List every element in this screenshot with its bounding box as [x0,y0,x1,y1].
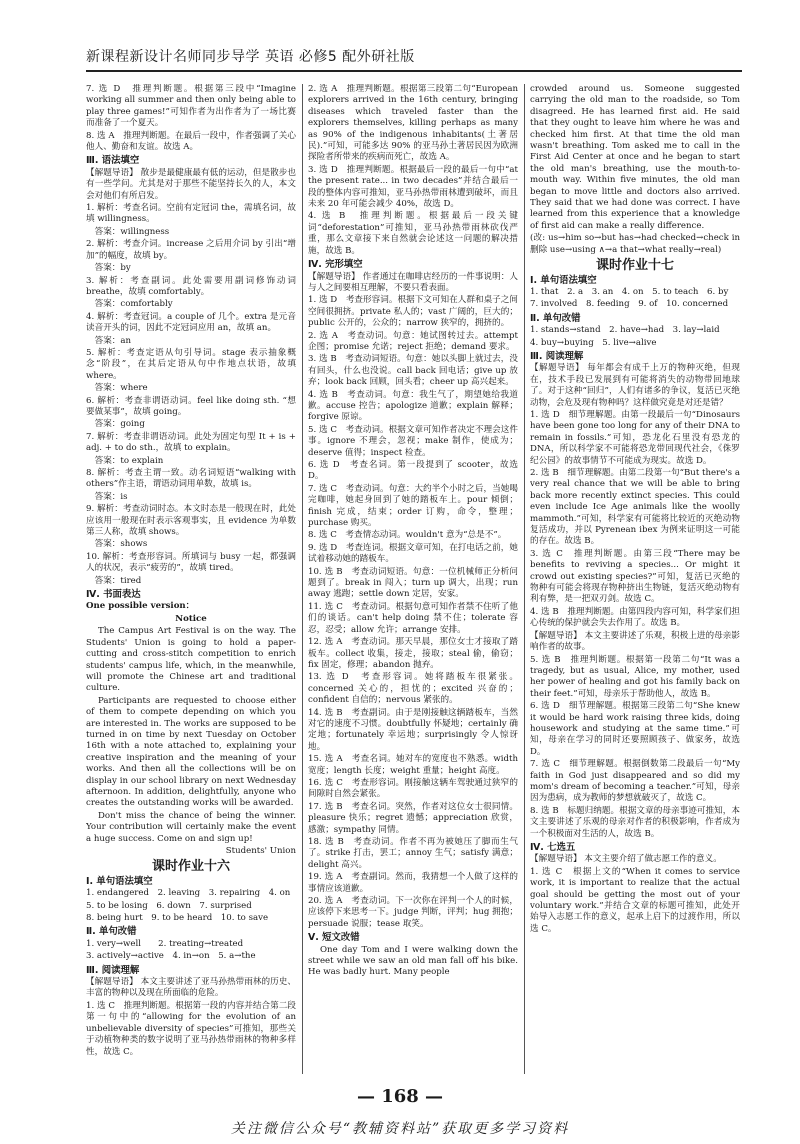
answer-line: 3. 选 B 考查动词短语。句意：她以头脚上就过去，没有回头，什么也没说。call back 回电话；give up 放弃；look back 回顾，回头看；cheer up 高兴起来。 [308,354,518,388]
essay-paragraph: One day Tom and I were walking down the street while we saw an old man fall off his bike. He was badly hurt. Many people [308,944,518,978]
answer-line: 【解题导语】 本文主要讲述了亚马孙热带雨林的历史、丰富的物种以及现在所面临的危险。 [86,977,296,999]
answer-line: 1. endangered 2. leaving 3. repairing 4. on [86,888,291,899]
answer-line: 5. 解析：考查定语从句引导词。stage 表示抽象概念“阶段”，在其后定语从句中作地点状语，故填 where。 [86,347,296,381]
section-heading: Ⅰ. 单句语法填空 [530,274,597,286]
answer-line: 【解题导语】 本文主要讲述了乐观，积极上进的母亲影响作者的故事。 [530,630,740,653]
answer-line: 答案：going [86,419,145,430]
answer-line: 2. 选 A 推理判断题。根据第三段第二句“European explorers arrived in the 16th century, bringing diseases which traveled faster than the explorers themselves, killing perhaps as many as 90% of the indigenous inhabitants(土著居民).”可知，可能多达 90% 的亚马孙土著居民因为欧洲探险者所带来的疾病而死亡，故选 A。 [308,84,518,163]
column-right [530,84,740,1078]
section-heading: Ⅳ. 完形填空 [308,259,363,271]
column-divider [524,84,525,1074]
answer-line: 答案：an [86,335,132,346]
answer-line: 4. 选 B 推理判断题。根据最后一段关键词“deforestation”可推知，亚马孙热带雨林砍伐严重，那么文章接下来自然就会论述这一问题的解决措施，故选 B。 [308,211,518,256]
answer-line: 2. 选 B 细节理解题。由第二段第一句“But there's a very real chance that we will be able to bring back more recently extinct species. This could even include Ice Age animals like the woolly mammoth.”可知，科学家有可能将比较近的灭绝动物复活成功，并以 Pyrenean ibex 为例来证明这一可能的存在。故选 B。 [530,468,740,547]
answer-line: 7. 选 C 细节理解题。根据倒数第二段最后一句“My faith in God just disappeared and so did my mom's dream of becoming a teacher.”可知，母亲因为患病，成为教师的梦想就破灭了，故选 C。 [530,759,740,804]
answer-line: 3. 选 D 推理判断题。根据最后一段的最后一句中“at the present rate... in two decades”并结合最后一段的整体内容可推知，亚马孙热带雨林遭到破坏，而且未来 20 年可能会减少 40%，故选 D。 [308,164,518,210]
answer-line: 10. 选 B 考查动词短语。句意：一位机械师正分析问题到了。break in 闯入；turn up 调大，出现；run away 逃跑；settle down 定居，安家。 [308,566,518,600]
answer-line: 1. 选 C 根据上文的“When it comes to service work, it is important to realize that the actual goal should be getting the most out of your voluntary work.”并结合文章的标题可推知，此处开始导入志愿工作的意义，起承上启下的过渡作用，所以选 C。 [530,866,740,934]
essay-paragraph: Don't miss the chance of being the winner. Your contribution will certainly make the event a huge success. Come on and sign up! [86,810,296,844]
answer-line: 1. 解析：考查名词。空前有定冠词 the，需填名词，故填 willingness。 [86,203,296,225]
answer-line: 3. 解析：考查副词。此处需要用副词修饰动词 breathe，故填 comfortably。 [86,275,296,297]
answer-line: 1. 选 D 细节理解题。由第一段最后一句“Dinosaurs have been gone too long for any of their DNA to remain in fossils.”可知，恐龙化石里没有恐龙的 DNA，所以科学家不可能将恐龙带回现代社会，《侏罗纪公园》的故事情节不可能成为现实。故选 D。 [530,409,740,466]
section-heading: Ⅲ. 语法填空 [86,155,140,167]
answer-line: 10. 解析：考查形容词。所填词与 busy 一起，都强调人的状况，表示“疲劳的”，故填 tired。 [86,551,296,574]
answer-line: 8. 选 A 推理判断题。在最后一段中，作者强调了关心他人、勤奋和友谊。故选 A。 [86,130,296,153]
answer-line: 答案：by [86,263,131,274]
answer-line: 4. buy→buying 5. live→alive [530,337,657,348]
answer-line: 2. 选 A 考查动词。句意：她试图转过去。attempt 企图；promise 允诺；reject 拒绝；demand 要求。 [308,330,518,352]
answer-line: (改: us→him so→but has→had checked→check in 删除 use→using ∧→a that→what really→real) [530,233,740,255]
answer-line: 2. 解析：考查介词。increase 之后用介词 by 引出“增加”的幅度，故填 by。 [86,239,296,261]
answer-line: 答案：tired [86,575,142,586]
section-heading: Ⅳ. 书面表达 [86,589,141,601]
answer-line: 【解题导语】 本文主要介绍了做志愿工作的意义。 [530,854,722,865]
answer-line: 【解题导语】 每年都会有成千上万的物种灭绝，但现在，技术手段已发展到有可能将消失的动物带回地球了。对于这种“回归”，人们有诸多的争议，复活已灭绝动物，会危及现有物种吗？这样做究竟是对还是错？ [530,363,740,408]
section-title: 课时作业十六 [151,859,230,875]
section-heading: Ⅰ. 单句语法填空 [86,875,153,887]
answer-line: crowded around us. Someone suggested carrying the old man to the roadside, so Tom disagreed. He has learned first aid. He said that they ought to leave him where he was and checked him first. At that time the old man wasn't breathing. Tom asked me to call in the First Aid Center at once and he began to start the old man's breathing, use the mouth-to-mouth way. Within five minutes, the old man began to move little and doctors also arrived. They said that we had done was correct. I have learned from this experience that a knowledge of first aid can make a really difference. [530,84,740,231]
answer-line: 4. 选 B 考查动词。句意：我生气了，期望她给我道歉。accuse 控告；apologize 道歉；explain 解释；forgive 原谅。 [308,389,518,423]
section-heading: Ⅱ. 单句改错 [86,926,137,938]
answer-line: 3. 选 C 推理判断题。由第三段“There may be benefits to reviving a species... Or might it crowd out existing species?”可知，复活已灭绝的物种有可能会将现存物种挤出生物链，复活灭绝动物有利有弊，是一把双刃剑。故选 C。 [530,548,740,605]
answer-line: 6. 选 D 细节理解题。根据第三段第二句“She knew it would be hard work raising three kids, doing housework and studying at the same time.”可知，母亲在学习的同时还要照顾孩子、做家务，故选 D。 [530,701,740,757]
answer-line: 20. 选 A 考查动词。下一次你在评判一个人的时候，应该停下来思考一下。judge 判断，评判；hug 拥抱；persuade 说服；tease 取笑。 [308,896,518,929]
answer-line: 8. 解析：考查主谓一致。动名词短语“walking with others”作主语，谓语动词用单数，故填 is。 [86,468,296,490]
answer-line: 5. 选 C 考查动词。根据文章可知作者决定不理会这件事。ignore 不理会，忽视；make 制作，使成为；deserve 值得；inspect 检查。 [308,424,518,458]
answer-line: 1. 选 C 推理判断题。根据第一段的内容并结合第二段第一句中的“allowing for the evolution of an unbelievable diversity of species”可推知，那些关于动植物种类的数字说明了亚马孙热带雨林的物种多样性，故选 C。 [86,1000,296,1057]
answer-page [86,76,742,1078]
answer-line: 4. 解析：考查冠词。a couple of 几个。extra 是元音读音开头的词，因此不定冠词应用 an，故填 an。 [86,311,296,334]
footer-note: 关注微信公众号“教辅资料站”获取更多学习资料 [230,1121,570,1137]
answer-line: 3. actively→active 4. in→on 5. a→the [86,951,256,962]
section-heading: Ⅲ. 阅读理解 [86,964,140,976]
answer-line: 18. 选 B 考查动词。作者不再为被她压了脚而生气了。strike 打击，罢工；annoy 生气；satisfy 满意；delight 高兴。 [308,837,518,870]
answer-line: 6. 解析：考查非谓语动词。feel like doing sth. “想要做某事”，故填 going。 [86,395,296,417]
answer-line: 答案：is [86,491,128,502]
answer-line: 8. 选 C 考查情态动词。wouldn't 意为“总是不”。 [308,530,507,541]
answer-line: 答案：where [86,383,148,394]
essay-paragraph: The Campus Art Festival is on the way. The Students' Union is going to hold a paper-cutting and cross-stitch competition to enrich students' campus life, which, in the meanwhile, will promote the Chinese art and traditional culture. [86,626,296,694]
section-heading: Ⅳ. 七选五 [530,842,576,853]
section-heading: Ⅱ. 单句改错 [530,312,581,324]
answer-line: 7. involved 8. feeding 9. of 10. concerned [530,299,729,310]
answer-line: 12. 选 A 考查动词。那天早晨，那位女士才接取了踏板车。collect 收集，接走，接取；steal 偷，偷窃；fix 固定，修理；abandon 抛弃。 [308,637,518,670]
section-heading: Ⅲ. 阅读理解 [530,350,584,362]
answer-line: 6. 选 D 考查名词。第一段提到了 scooter，故选 D。 [308,460,518,482]
answer-line: 15. 选 A 考查名词。她对车的宽度也不熟悉。width 宽度；length 长度；weight 重量；height 高度。 [308,754,518,776]
answer-line: 1. 选 D 考查形容词。根据下文可知在人群和桌子之间空间很拥挤。private 私人的；vast 广阔的，巨大的；public 公开的，公众的；narrow 狭窄的，拥挤的。 [308,295,518,329]
answer-line: 答案：comfortably [86,299,173,310]
answer-line: 9. 选 D 考查连词。根据文章可知，在打电话之前，她试着移动她的踏板车。 [308,542,518,565]
header-rule [86,70,742,72]
answer-line: 9. 解析：考查动词时态。本文时态是一般现在时，此处应该用一般现在时表示客观事实，且 evidence 为单数第三人称，故填 shows。 [86,504,296,538]
column-divider [302,84,303,1074]
answer-line: 1. stands→stand 2. have→had 3. lay→laid [530,325,720,336]
answer-line: 7. 选 C 考查动词。句意：大约半个小时之后，当她喝完咖啡，她起身回到了她的踏板车上。pour 倾倒；finish 完成，结束；order 订购，命令，整理；purchase 购买。 [308,483,518,529]
column-left [86,84,296,1078]
answer-line: 7. 解析：考查非谓语动词。此处为固定句型 It + is + adj. + to do sth.，故填 to explain。 [86,431,296,454]
answer-line: 16. 选 C 考查形容词。刚接触这辆车驾驶通过狭窄的间隙时自然会紧张。 [308,777,518,800]
answer-line: 1. very→well 2. treating→treated [86,938,244,949]
essay-paragraph: Participants are requested to choose either of them to compete depending on which you are interested in. The works are supposed to be turned in on time by next Tuesday on October 16th with a note attached to, explaining your creative inspiration and the meaning of your works. And then all the collections will be on display in our school library on next Wednesday afternoon. In addition, delightfully, anyone who creates the outstanding works will be awarded. [86,695,296,809]
section-title: 课时作业十七 [595,258,674,274]
answer-line: 1. that 2. a 3. an 4. on 5. to teach 6. by [530,286,729,297]
signature-line: Students' Union [225,846,296,856]
answer-line: 答案：shows [86,539,148,550]
notice-title: Notice [175,613,207,624]
answer-line: 5. 选 B 推理判断题。根据第一段第二句“It was a tragedy, but as usual, Alice, my mother, used her power of healing and got his family back on their feet.”可知，母亲乐于帮助他人，故选 B。 [530,654,740,699]
answer-line: 答案：to explain [86,455,164,466]
answer-line: 【解题导语】 作者通过在咖啡店经历的一件事说明：人与人之间要相互理解，不要只看表面。 [308,271,518,293]
label-line: One possible version： [86,601,195,612]
answer-line: 答案：willingness [86,226,170,237]
answer-line: 11. 选 C 考查动词。根据句意可知作者禁不住听了他们的谈话。can't help doing 禁不住；tolerate 容忍，忍受；allow 允许；arrange 安排。 [308,601,518,635]
answer-line: 7. 选 D 推理判断题。根据第三段中“Imagine working all summer and then only being able to play three games!”可知作者为出作者为了一场比赛而准备了一个夏天。 [86,84,296,129]
section-heading: Ⅴ. 短文改错 [308,932,360,944]
answer-line: 19. 选 A 考查副词。然而，我猜想一个人做了这样的事情应该道歉。 [308,872,518,894]
answer-line: 【解题导语】 散步是最健康最有低的运动，但是散步也有一些学问。尤其是对于那些不能坚持长久的人，本文会对他们有所启发。 [86,167,296,201]
page-number: — 168 — [356,1086,444,1107]
answer-line: 4. 选 B 推理判断题。由第四段内容可知，科学家们担心传统的保护就会失去作用了。故选 B。 [530,606,740,629]
answer-line: 14. 选 B 考查副词。由于是刚接触这辆踏板车，当然对它的速度不习惯。doubtfully 怀疑地；certainly 确定地；fortunately 幸运地；surprisingly 令人惊讶地。 [308,707,518,752]
page-header: 新课程新设计名师同步导学 英语 必修5 配外研社版 [86,49,415,65]
answer-line: 17. 选 B 考查名词。突然，作者对这位女士很同情。pleasure 快乐；regret 遗憾；appreciation 欣赏，感激；sympathy 同情。 [308,801,518,835]
answer-line: 8. 选 B 标题归纳题。根据文章的母亲事迹可推知，本文主要讲述了乐观的母亲对作者的积极影响，作者成为一个积极面对生活的人，故选 B。 [530,805,740,839]
answer-line: 5. to be losing 6. down 7. surprised [86,900,252,911]
answer-line: 13. 选 D 考查形容词。她将踏板车很紧张。concerned 关心的，担忧的；excited 兴奋的；confident 自信的；nervous 紧张的。 [308,672,518,706]
column-middle [308,84,518,1078]
answer-line: 8. being hurt 9. to be heard 10. to save [86,913,269,924]
